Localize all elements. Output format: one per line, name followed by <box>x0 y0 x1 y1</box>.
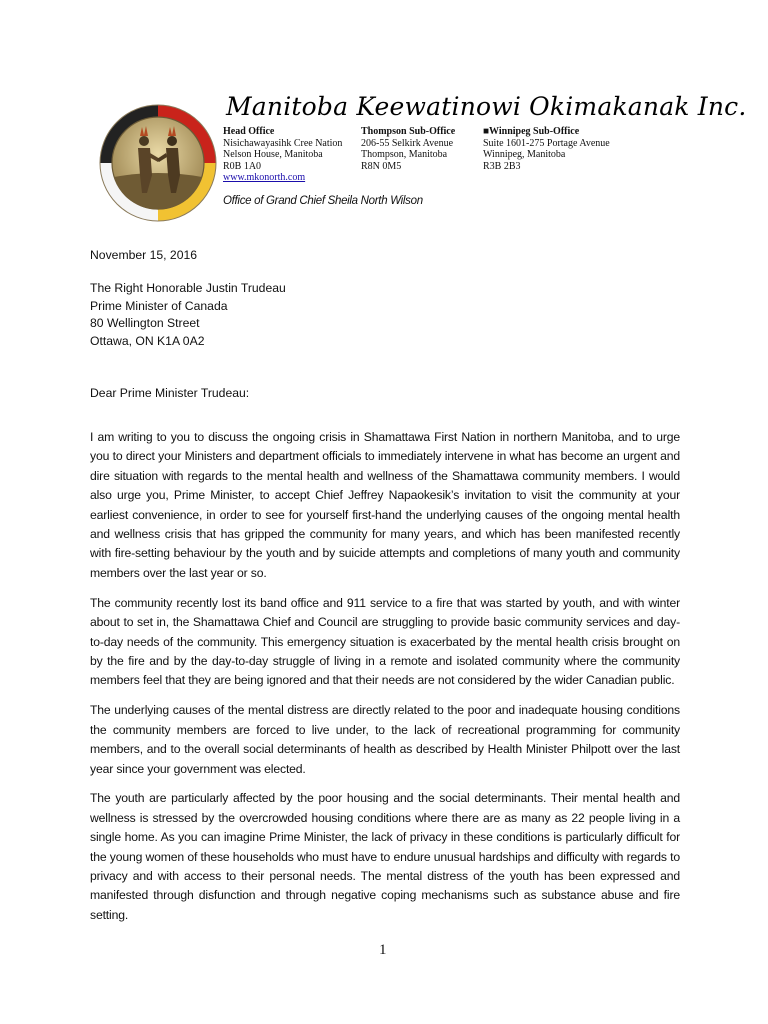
website-link[interactable]: www.mkonorth.com <box>223 172 306 183</box>
organization-name: Manitoba Keewatinowi Okimakanak Inc. <box>226 92 747 121</box>
office-of-grand-chief: Office of Grand Chief Sheila North Wilson <box>223 195 423 207</box>
mko-seal-icon <box>98 103 218 223</box>
office-name: Head Office <box>223 126 275 137</box>
winnipeg-office-address <box>483 126 610 172</box>
address-line: 206-55 Selkirk Avenue <box>361 137 454 149</box>
recipient-line: 80 Wellington Street <box>90 316 200 331</box>
page-number: 1 <box>379 942 387 958</box>
thompson-office-address <box>361 126 455 172</box>
body-paragraph: The underlying causes of the mental distress are directly related to the poor and inadequate housing conditions the community members are forced to live under, to the lack of recreational programming for community members, and to the overall social determinants of health as described by Health Minister Philpott over the last year since your government was elected. <box>90 703 680 776</box>
address-line: R0B 1A0 <box>223 160 262 172</box>
address-line: Winnipeg, Manitoba <box>483 149 566 161</box>
address-line: Nisichawayasihk Cree Nation <box>223 137 343 149</box>
office-name: Thompson Sub-Office <box>361 126 456 137</box>
letter-body <box>90 428 680 936</box>
body-paragraph: I am writing to you to discuss the ongoing crisis in Shamattawa First Nation in northern Manitoba, and to urge you to direct your Ministers and department officials to immediately intervene in what has become an urgent and dire situation with regards to the mental health and wellness of the Shamattawa community members. I would also urge you, Prime Minister, to accept Chief Jeffrey Napaokesik’s invitation to visit the community at your earliest convenience, in order to see for yourself first-hand the underlying causes of the ongoing mental health and wellness crisis that has gripped the community for many years, and which has been manifested recently with fire-setting behaviour by the youth and by suicide attempts and completions of many youth and community members over the last year or so. <box>90 430 680 580</box>
body-paragraph: The youth are particularly affected by the poor housing and the social determinants. Their mental health and wellness is stressed by the overcrowded housing conditions where there are as many as 22 people living in a single home. As you can imagine Prime Minister, the lack of privacy in these conditions is particularly difficult for the young women of these households who must have to endure unusual hardships and difficulty with regards to privacy and with access to their personal needs. The mental distress of the youth has been expressed and manifested through disfunction and through negative coping mechanisms such as substance abuse and fire setting. <box>90 791 680 922</box>
address-line: R3B 2B3 <box>483 160 521 172</box>
recipient-line: Ottawa, ON K1A 0A2 <box>90 333 205 348</box>
address-line: Nelson House, Manitoba <box>223 149 323 161</box>
address-line: Thompson, Manitoba <box>361 149 448 161</box>
salutation: Dear Prime Minister Trudeau: <box>90 386 250 400</box>
address-line: R8N 0M5 <box>361 160 402 172</box>
recipient-address <box>90 280 286 350</box>
office-name: ■Winnipeg Sub-Office <box>483 126 580 137</box>
head-office-address <box>223 126 342 172</box>
recipient-line: The Right Honorable Justin Trudeau <box>90 281 286 295</box>
address-line: Suite 1601-275 Portage Avenue <box>483 137 610 149</box>
body-paragraph: The community recently lost its band office and 911 service to a fire that was started by youth, and with winter about to set in, the Shamattawa Chief and Council are struggling to provide basic community services and day-to-day needs of the community. This emergency situation is exacerbated by the mental health crisis brought on by the fire and by the day-to-day struggle of living in a remote and isolated community where the community members feel that they are being ignored and that their needs are not considered by the wider Canadian public. <box>90 595 680 688</box>
recipient-line: Prime Minister of Canada <box>90 298 228 313</box>
letter-date: November 15, 2016 <box>90 248 198 262</box>
